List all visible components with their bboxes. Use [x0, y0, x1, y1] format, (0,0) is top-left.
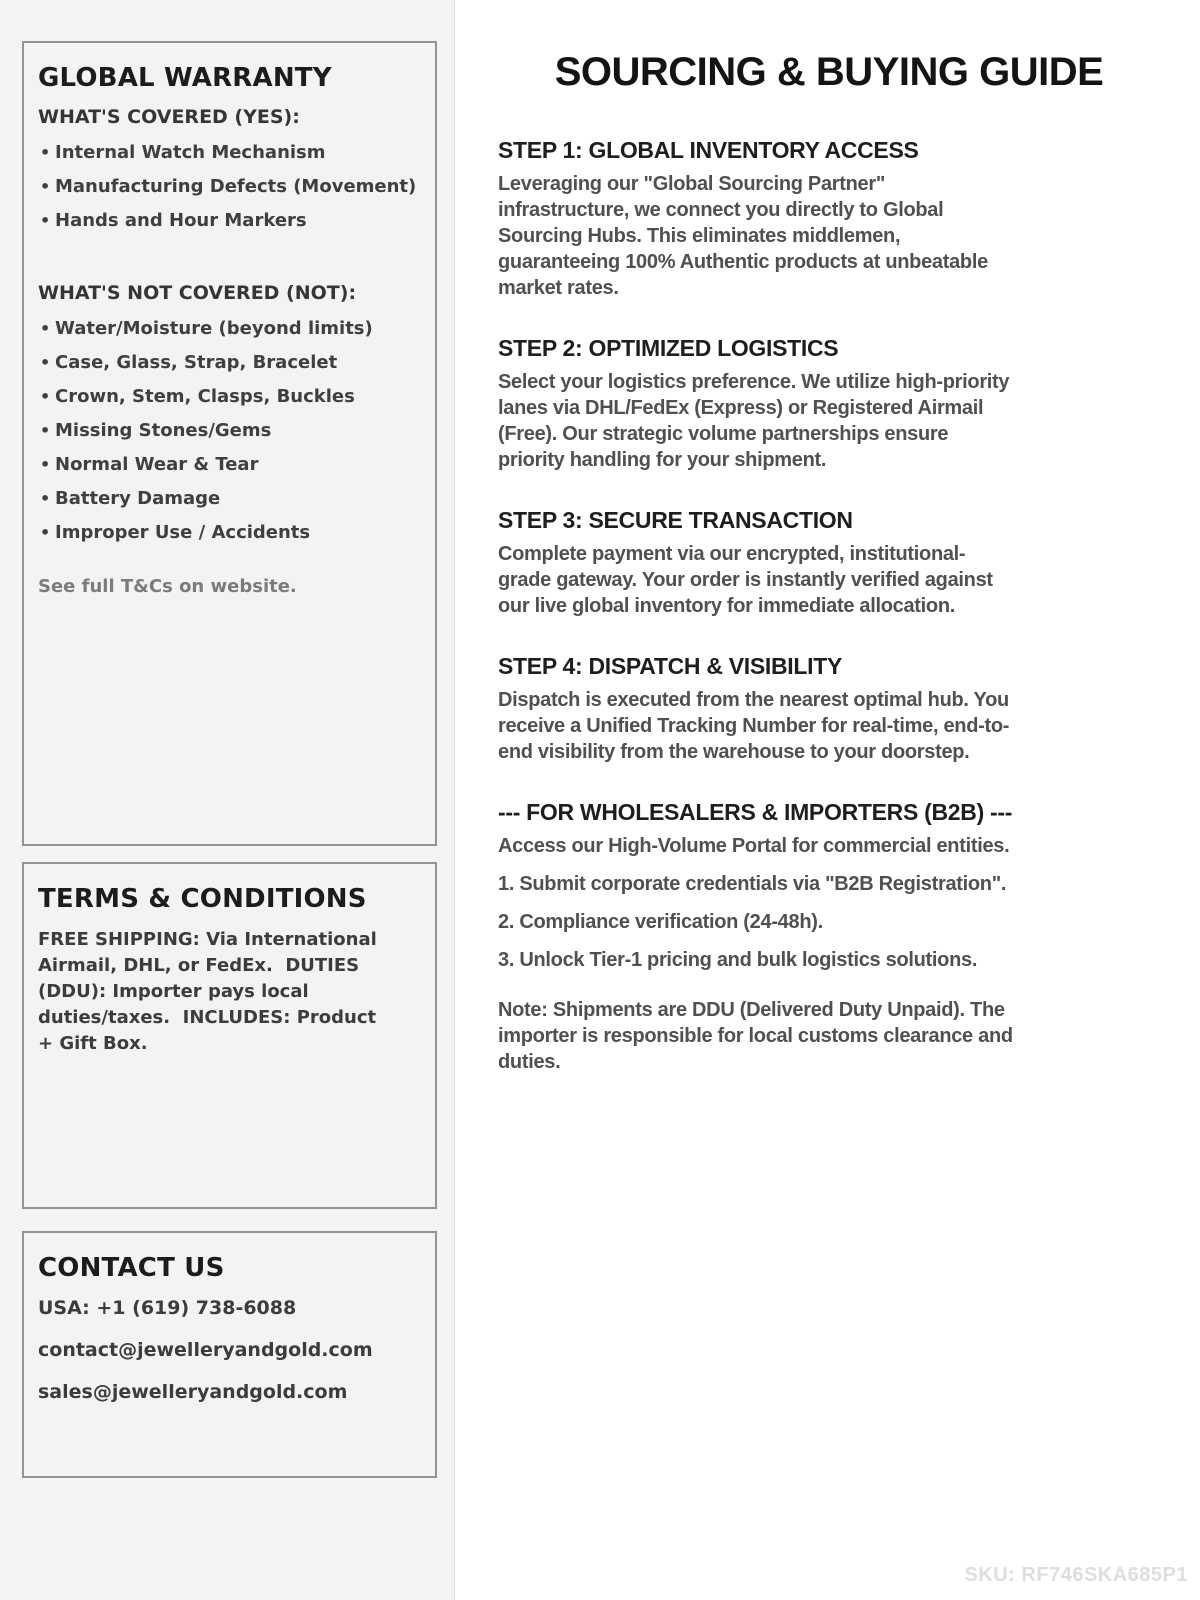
step-3-paragraph: Complete payment via our encrypted, institutional-grade gateway. Your order is instantly verified against our live global inventory for immediate allocation. — [498, 543, 993, 617]
terms-conditions-box — [22, 862, 437, 1209]
list-item: • Water/Moisture (beyond limits) — [38, 312, 419, 346]
step-2-paragraph: Select your logistics preference. We utilize high-priority lanes via DHL/FedEx (Express) or Registered Airmail (Free). Our strategic volume partnerships ensure priority handling for your shipment. — [498, 371, 1010, 471]
section-step-3 — [498, 507, 1160, 619]
b2b-step-1: 1. Submit corporate credentials via "B2B Registration". — [498, 873, 1007, 895]
contact-us-box — [22, 1231, 437, 1478]
sku-label: SKU: RF746SKA685P1 — [964, 1564, 1188, 1586]
list-item: • Case, Glass, Strap, Bracelet — [38, 346, 419, 380]
list-item: • Crown, Stem, Clasps, Buckles — [38, 380, 419, 414]
step-3-heading: STEP 3: SECURE TRANSACTION — [498, 507, 853, 533]
terms-title: TERMS & CONDITIONS — [38, 884, 367, 914]
not-covered-heading: WHAT'S NOT COVERED (NOT): — [38, 282, 357, 304]
sidebar — [0, 0, 455, 1600]
step-1-heading: STEP 1: GLOBAL INVENTORY ACCESS — [498, 137, 919, 163]
main-content — [456, 0, 1200, 1600]
list-item: • Battery Damage — [38, 482, 419, 516]
section-step-1 — [498, 137, 1160, 301]
b2b-intro: Access our High-Volume Portal for commercial entities. — [498, 835, 1010, 857]
b2b-step-2: 2. Compliance verification (24-48h). — [498, 911, 823, 933]
not-covered-list — [38, 312, 419, 550]
step-2-heading: STEP 2: OPTIMIZED LOGISTICS — [498, 335, 839, 361]
contact-title: CONTACT US — [38, 1253, 225, 1283]
list-item: • Improper Use / Accidents — [38, 516, 419, 550]
b2b-step-3: 3. Unlock Tier-1 pricing and bulk logistics solutions. — [498, 949, 978, 971]
contact-phone: USA: +1 (619) 738-6088 — [38, 1297, 297, 1319]
warranty-footnote: See full T&Cs on website. — [38, 576, 297, 597]
contact-email: contact@jewelleryandgold.com — [38, 1339, 373, 1361]
terms-body: FREE SHIPPING: Via International Airmail, DHL, or FedEx. DUTIES (DDU): Importer pays local duties/taxes. INCLUDES: Product + Gift Box. — [38, 929, 384, 1054]
step-4-heading: STEP 4: DISPATCH & VISIBILITY — [498, 653, 843, 679]
page-title: SOURCING & BUYING GUIDE — [554, 50, 1104, 94]
section-b2b — [498, 799, 1160, 1075]
sales-email: sales@jewelleryandgold.com — [38, 1381, 348, 1403]
covered-heading: WHAT'S COVERED (YES): — [38, 106, 300, 128]
step-4-paragraph: Dispatch is executed from the nearest optimal hub. You receive a Unified Tracking Number for real-time, end-to-end visibility from the warehouse to your doorstep. — [498, 689, 1010, 763]
ddu-note: Note: Shipments are DDU (Delivered Duty Unpaid). The importer is responsible for local customs clearance and duties. — [498, 999, 1013, 1073]
list-item: • Normal Wear & Tear — [38, 448, 419, 482]
list-item: • Manufacturing Defects (Movement) — [38, 170, 419, 204]
list-item: • Hands and Hour Markers — [38, 204, 419, 238]
section-step-4 — [498, 653, 1160, 765]
list-item: • Internal Watch Mechanism — [38, 136, 419, 170]
list-item: • Missing Stones/Gems — [38, 414, 419, 448]
covered-list — [38, 136, 419, 238]
warranty-title: GLOBAL WARRANTY — [38, 63, 332, 93]
b2b-heading: --- FOR WHOLESALERS & IMPORTERS (B2B) --- — [498, 799, 1013, 825]
section-step-2 — [498, 335, 1160, 473]
global-warranty-box — [22, 41, 437, 846]
step-1-paragraph: Leveraging our "Global Sourcing Partner" infrastructure, we connect you directly to Global Sourcing Hubs. This eliminates middlemen, guaranteeing 100% Authentic products at unbeatable market rates. — [498, 173, 988, 299]
